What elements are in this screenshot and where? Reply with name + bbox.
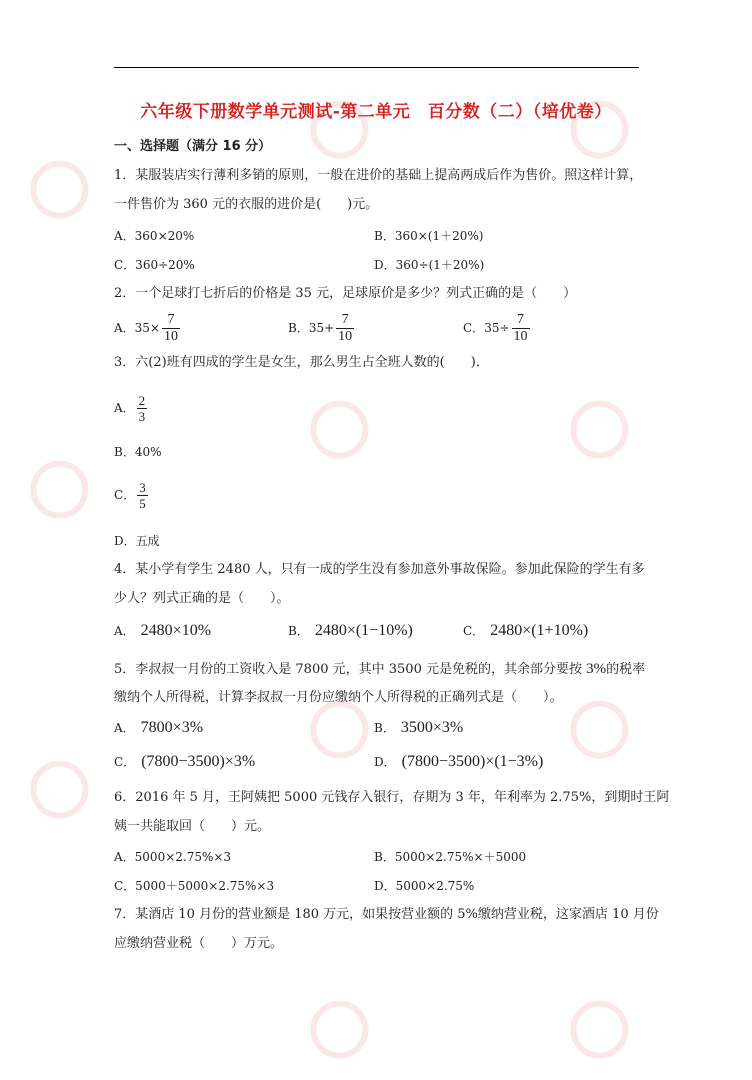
question-5-option-c[interactable]: [114, 754, 255, 770]
question-3-option-c[interactable]: [114, 475, 150, 515]
question-5-text-b: 的税率: [606, 662, 646, 677]
page-title: 六年级下册数学单元测试-第二单元 百分数（二）（培优卷）: [140, 102, 612, 122]
fraction-denominator: 5: [139, 495, 146, 511]
option-label: B．: [288, 624, 309, 638]
option-expression: 35×: [134, 321, 160, 335]
question-2-option-c[interactable]: [463, 310, 532, 346]
fraction-denominator: 10: [164, 328, 178, 344]
option-label: A．: [114, 721, 135, 735]
section-heading: 一、选择题（满分 16 分）: [114, 139, 272, 154]
fraction-numerator: 7: [167, 311, 175, 327]
question-6-option-a[interactable]: A．5000×2.75%×3: [114, 850, 232, 864]
option-expression: 7800×3%: [140, 719, 204, 736]
option-expression: 3500×3%: [400, 719, 464, 736]
question-6-line-2: 姨一共能取回（ ）元。: [114, 819, 271, 834]
question-5-line-1: [114, 661, 645, 678]
fraction: [162, 312, 180, 345]
question-1-option-b[interactable]: B．360×(1＋20%): [374, 229, 484, 243]
question-5-text-a: 5．李叔叔一月份的工资收入是 7800 元，其中 3500 元是免税的，其余部分要按: [114, 662, 587, 677]
option-expression: (7800−3500)×3%: [141, 753, 256, 770]
question-5-line-2: 缴纳个人所得税，计算李叔叔一月份应缴纳个人所得税的正确列式是（ ）。: [114, 690, 563, 705]
question-4-line-1: 4．某小学有学生 2480 人，只有一成的学生没有参加意外事故保险。参加此保险的学生有多: [114, 562, 645, 577]
fraction: [137, 393, 148, 424]
option-expression: 35÷: [484, 321, 510, 335]
option-label: B．: [288, 321, 309, 335]
option-label: C．: [463, 321, 485, 335]
fraction-numerator: 3: [139, 479, 146, 495]
fraction: [336, 312, 354, 345]
option-label: C．: [114, 755, 136, 769]
question-2-option-a[interactable]: [114, 310, 182, 346]
question-7-line-1: 7．某酒店 10 月份的营业额是 180 万元，如果按营业额的 5%缴纳营业税，这家酒店 10 月份: [114, 907, 659, 922]
question-7-line-2: 应缴纳营业税（ ）万元。: [114, 936, 284, 951]
fraction-denominator: 3: [138, 408, 146, 424]
fraction-numerator: 7: [517, 311, 525, 327]
question-3-option-a[interactable]: [114, 388, 149, 428]
question-2-option-b[interactable]: [288, 310, 356, 346]
question-6-option-c[interactable]: C．5000＋5000×2.75%×3: [114, 879, 275, 893]
question-5-option-b[interactable]: [374, 720, 463, 736]
fraction-denominator: 10: [338, 328, 353, 344]
question-4-option-c[interactable]: [463, 623, 588, 639]
option-expression: 2480×(1+10%): [490, 622, 589, 639]
option-label: C．: [463, 624, 485, 638]
question-1-option-a[interactable]: A．360×20%: [114, 229, 195, 243]
option-label: A．: [114, 321, 135, 335]
fraction-denominator: 10: [513, 328, 528, 344]
option-label: D．: [374, 755, 396, 769]
question-6-option-d[interactable]: D．5000×2.75%: [374, 879, 475, 893]
option-label: A．: [114, 624, 135, 638]
question-1-line-2: 一件售价为 360 元的衣服的进价是( )元。: [114, 197, 379, 212]
option-expression: 35+: [308, 321, 335, 335]
fraction-numerator: 2: [138, 392, 146, 408]
option-label: C．: [114, 488, 136, 502]
question-6-line-1: 6．2016 年 5 月，王阿姨把 5000 元钱存入银行，存期为 3 年，年利率为 2.75%，到期时王阿: [114, 790, 670, 805]
option-label: B．: [374, 721, 395, 735]
question-5-tax-rate: 3%: [586, 661, 607, 677]
question-4-line-2: 少人？列式正确的是（ ）。: [114, 591, 290, 606]
option-expression: 2480×(1−10%): [314, 622, 413, 639]
question-4-option-b[interactable]: [288, 623, 413, 639]
question-3-option-d[interactable]: D．五成: [114, 534, 160, 548]
fraction-numerator: 7: [341, 311, 349, 327]
question-1-line-1: 1．某服装店实行薄利多销的原则，一般在进价的基础上提高两成后作为售价。照这样计算，: [114, 168, 643, 183]
option-label: A．: [114, 401, 135, 415]
fraction: [137, 480, 148, 511]
question-1-option-d[interactable]: D．360÷(1＋20%): [374, 258, 485, 272]
question-2-line-1: 2．一个足球打七折后的价格是 35 元，足球原价是多少？列式正确的是（ ）: [114, 286, 577, 301]
question-1-option-c[interactable]: C．360÷20%: [114, 258, 195, 272]
question-6-option-b[interactable]: B．5000×2.75%×＋5000: [374, 850, 527, 864]
question-5-option-d[interactable]: [374, 754, 543, 770]
fraction: [512, 312, 530, 345]
option-expression: (7800−3500)×(1−3%): [401, 753, 544, 770]
question-5-option-a[interactable]: [114, 720, 203, 736]
question-3-option-b[interactable]: B．40%: [114, 445, 162, 459]
question-4-option-a[interactable]: [114, 623, 211, 639]
header-rule: [114, 67, 639, 68]
question-3-line-1: 3．六(2)班有四成的学生是女生，那么男生占全班人数的( )．: [114, 355, 489, 370]
option-expression: 2480×10%: [140, 622, 212, 639]
